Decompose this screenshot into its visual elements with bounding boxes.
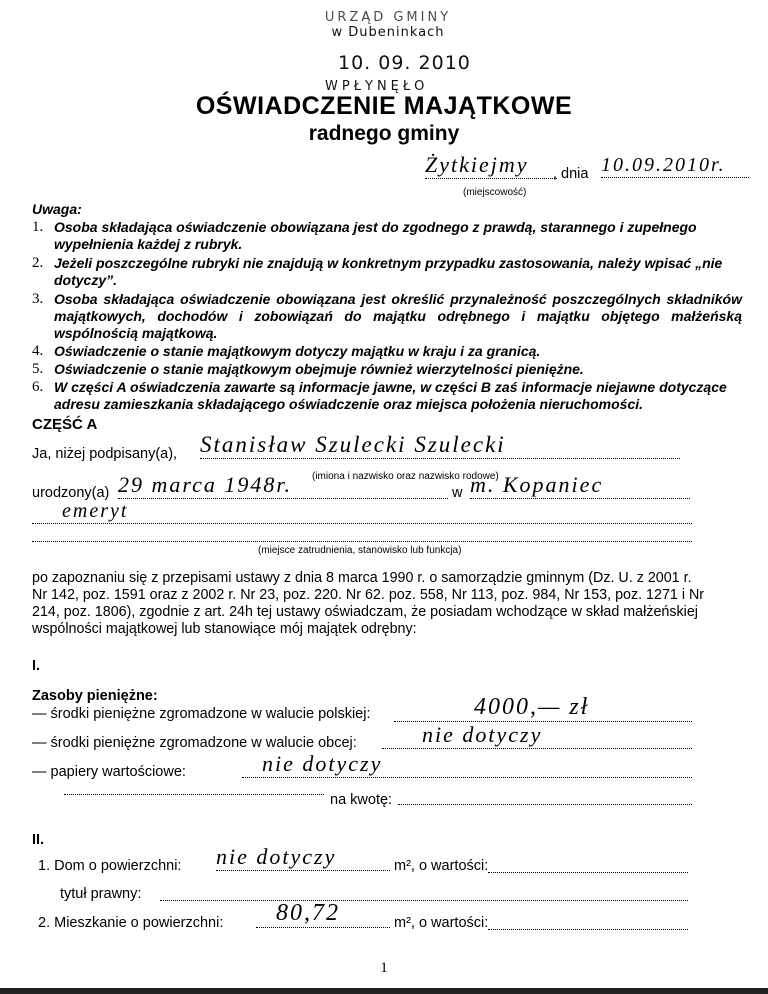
- securities-label: — papiery wartościowe:: [32, 764, 186, 780]
- note-number: 4.: [32, 343, 44, 359]
- statement-text: po zapoznaniu się z przepisami ustawy z dnia 8 marca 1990 r. o samorządzie gminnym (Dz. U. z 2001 r. Nr 142, poz. 1591 oraz z 2002 r. Nr 23, poz. 220. Nr 62. poz. 558, Nr 113, poz. 984, Nr 153, poz. 1271 i Nr 214, poz. 1806), zgodnie z art. 24h tej ustawy oświadczam, że posiadam wchodzące w skład małżeńskiej wspólności majątkowej lub stanowiące mój majątek odrębny:: [32, 570, 705, 637]
- born-date-handwritten: 29 marca 1948r.: [118, 472, 448, 499]
- notes-list: [32, 219, 742, 431]
- job-caption: (miejsce zatrudnienia, stanowisko lub funkcja): [258, 545, 462, 556]
- born-in-label: w: [452, 485, 463, 501]
- signed-label: Ja, niżej podpisany(a),: [32, 446, 178, 462]
- part-a-heading: CZĘŚĆ A: [32, 416, 98, 433]
- pln-handwritten: 4000,— zł: [394, 694, 692, 722]
- place-handwritten: Żytkiejmy: [425, 152, 557, 179]
- note-number: 6.: [32, 379, 44, 395]
- note-number: 3.: [32, 291, 44, 307]
- born-label: urodzony(a): [32, 485, 110, 501]
- born-place-handwritten: m. Kopaniec: [470, 472, 690, 499]
- place-date-line: [425, 152, 755, 198]
- section-1-heading: Zasoby pieniężne:: [32, 688, 158, 704]
- note-text: Oświadczenie o stanie majątkowym dotyczy majątku w kraju i za granicą.: [54, 343, 541, 359]
- house-value-line: [488, 858, 688, 873]
- amount-label: na kwotę:: [330, 792, 393, 808]
- section-1-number: I.: [32, 658, 41, 674]
- flat-handwritten: 80,72: [256, 900, 390, 928]
- house-handwritten: nie dotyczy: [216, 844, 390, 871]
- document-subtitle: radnego gminy: [308, 122, 460, 145]
- job-line-2: [32, 527, 692, 542]
- note-item: [32, 291, 742, 343]
- note-item: [32, 379, 742, 431]
- note-item: [32, 343, 742, 361]
- note-number: 2.: [32, 255, 44, 271]
- name-caption: (imiona i nazwisko oraz nazwisko rodowe): [312, 471, 499, 482]
- foreign-handwritten: nie dotyczy: [382, 722, 692, 749]
- page-number: 1: [380, 960, 388, 976]
- house-unit: m², o wartości:: [394, 858, 489, 874]
- bottom-border: [0, 988, 768, 994]
- note-number: 5.: [32, 361, 44, 377]
- stamp-office-line2: w Dubeninkach: [331, 25, 445, 40]
- note-text: Osoba składająca oświadczenie obowiązana jest do zgodnego z prawdą, starannego i zupełnego wypełnienia każdej z rubryk.: [54, 219, 697, 252]
- note-text: Jeżeli poszczególne rubryki nie znajdują w konkretnym przypadku zastosowania, należy wpisać „nie dotyczy”.: [54, 255, 723, 288]
- title-line: [160, 886, 688, 901]
- stamp-office-line1: URZĄD GMINY: [324, 10, 452, 25]
- flat-value-line: [488, 915, 688, 930]
- note-item: [32, 361, 742, 379]
- name-handwritten: Stanisław Szulecki Szulecki: [200, 432, 680, 459]
- note-item: [32, 255, 742, 291]
- pln-label: — środki pieniężne zgromadzone w walucie polskiej:: [32, 706, 371, 722]
- date-handwritten: 10.09.2010r.: [601, 154, 749, 178]
- flat-unit: m², o wartości:: [394, 915, 489, 931]
- stamp-date: 10. 09. 2010: [338, 52, 471, 74]
- note-text: Osoba składająca oświadczenie obowiązana jest określić przynależność poszczególnych składników majątkowych, dochodów i zobowiązań do majątku odrębnego i majątku objętego małżeńską wspólnością majątkową.: [54, 291, 742, 341]
- stamp-received: WPŁYNĘŁO: [325, 79, 429, 94]
- note-text: W części A oświadczenia zawarte są informacje jawne, w części B zaś informacje niejawne dotyczące adresu zamieszkania składającego oświadczenie oraz miejsca położenia nieruchomości.: [54, 379, 727, 412]
- section-2-number: II.: [32, 832, 45, 848]
- securities-line-2: [64, 780, 324, 795]
- document-title: OŚWIADCZENIE MAJĄTKOWE: [195, 92, 573, 120]
- note-item: [32, 219, 742, 255]
- place-caption: (miejscowość): [463, 187, 527, 198]
- securities-handwritten: nie dotyczy: [242, 751, 692, 778]
- house-label: 1. Dom o powierzchni:: [38, 858, 182, 874]
- job-handwritten: emeryt: [32, 500, 692, 524]
- note-number: 1.: [32, 219, 44, 235]
- received-stamp: [318, 10, 458, 40]
- notes-heading: Uwaga:: [32, 201, 82, 217]
- title-label: tytuł prawny:: [60, 886, 142, 902]
- foreign-label: — środki pieniężne zgromadzone w walucie obcej:: [32, 735, 357, 751]
- amount-line: [398, 790, 692, 805]
- note-text: Oświadczenie o stanie majątkowym obejmuje również wierzytelności pieniężne.: [54, 361, 584, 377]
- date-label: , dnia: [553, 166, 589, 182]
- flat-label: 2. Mieszkanie o powierzchni:: [38, 915, 224, 931]
